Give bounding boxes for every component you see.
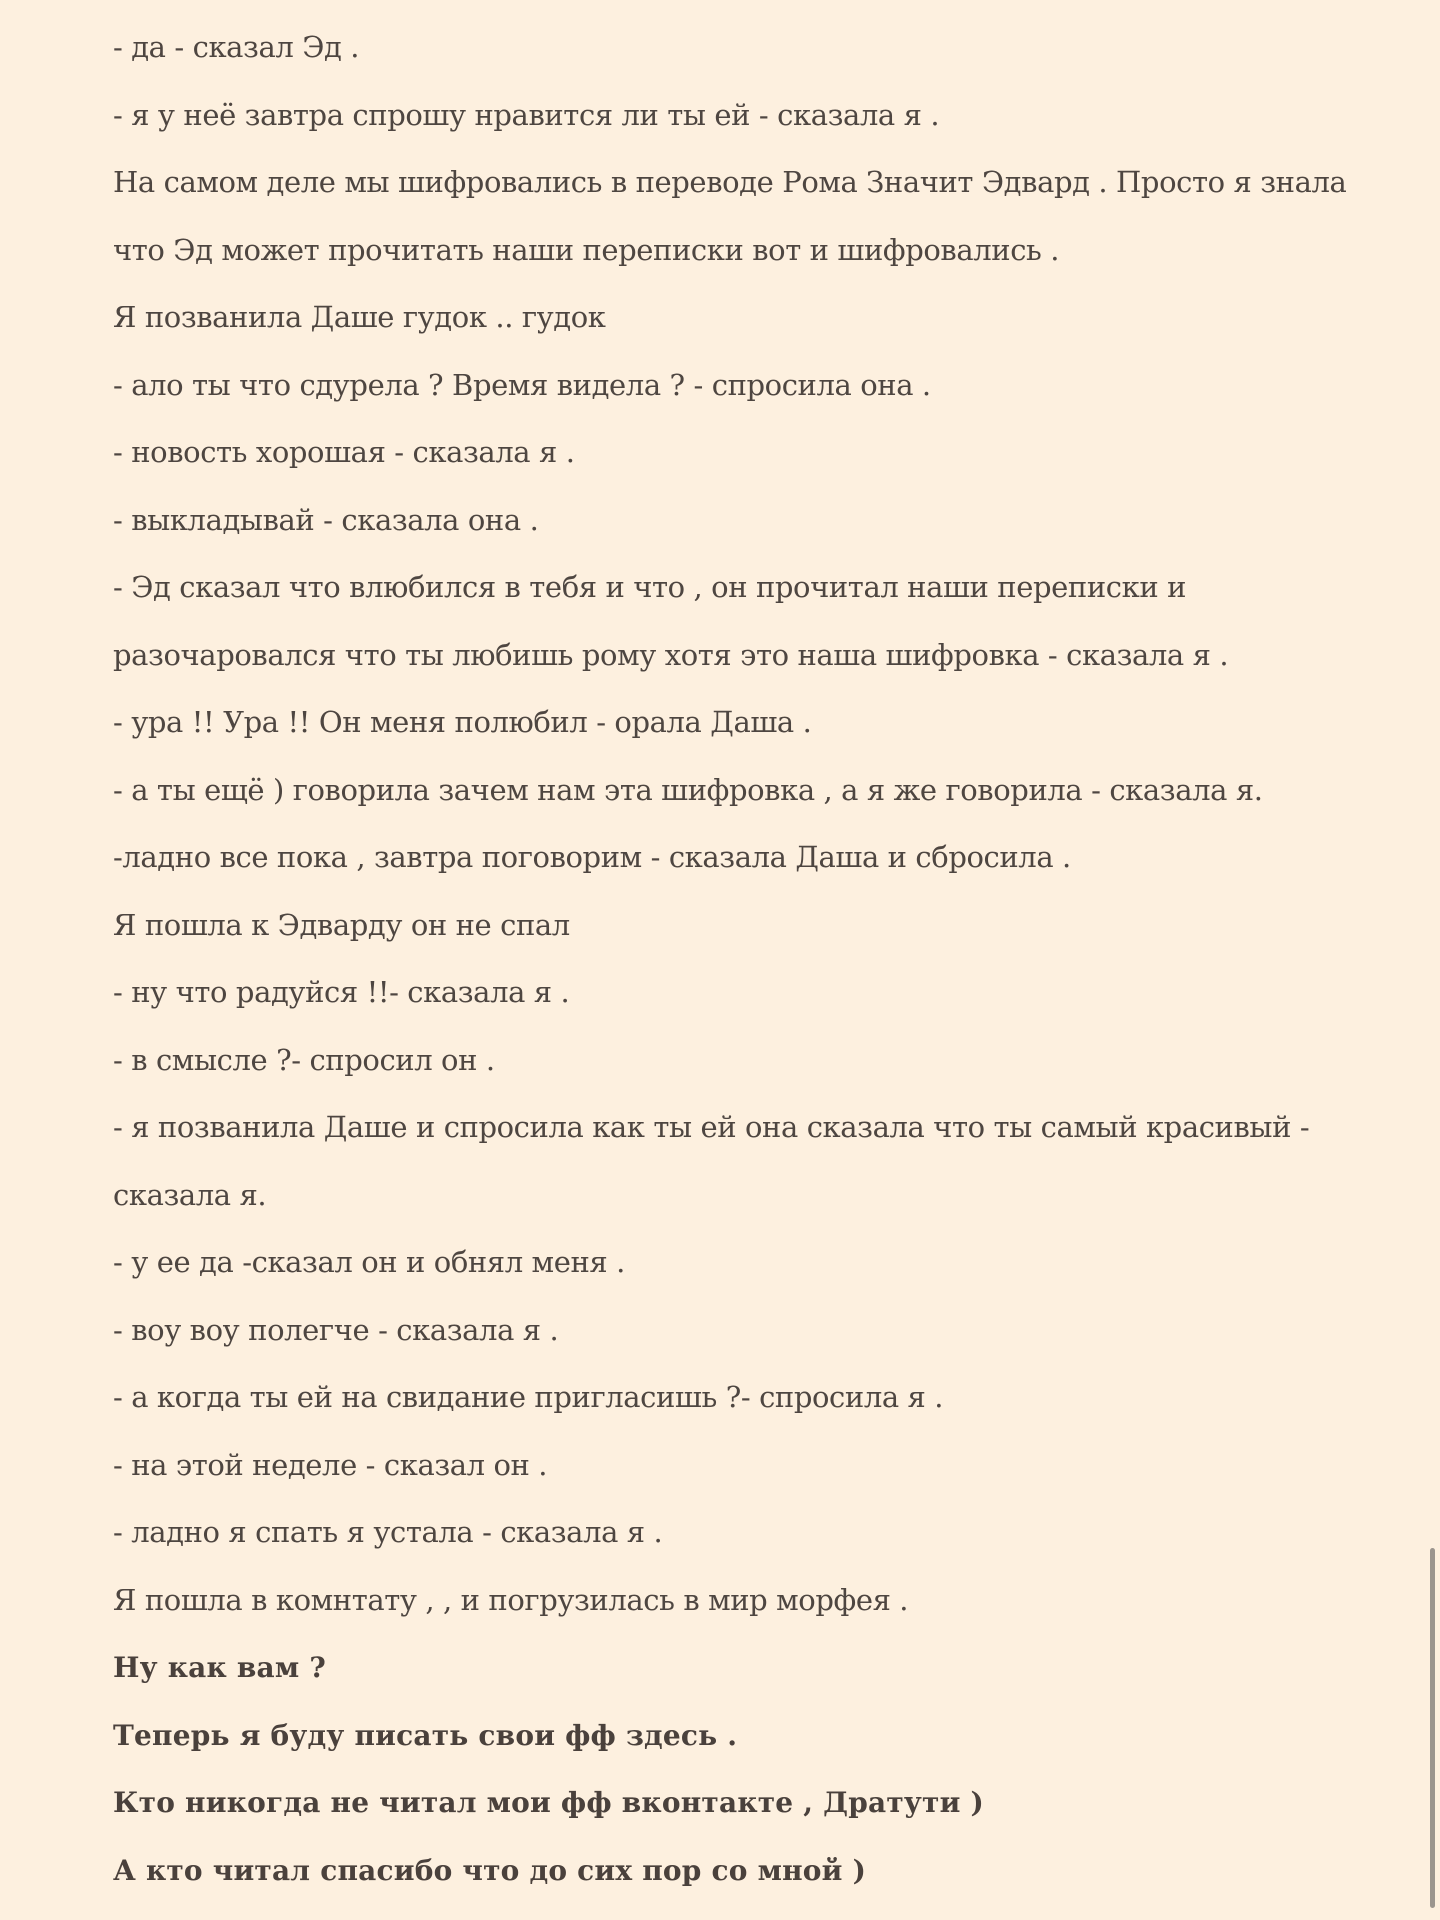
story-line: - ало ты что сдурела ? Время видела ? - спросила она . — [113, 367, 931, 402]
story-line: - новость хорошая - сказала я . — [113, 435, 575, 469]
story-line: - ну что радуйся !!- сказала я . — [113, 975, 570, 1009]
author-note-line: Теперь я буду писать свои фф здесь . — [113, 1718, 738, 1752]
story-line: - у ее да -сказал он и обнял меня . — [113, 1245, 625, 1279]
story-line: Я пошла в комнтату , , и погрузилась в мир морфея . — [113, 1582, 909, 1617]
story-line: - я позванила Даше и спросила как ты ей она сказала что ты самый красивый - — [113, 1110, 1310, 1144]
author-note-line: А кто читал спасибо что до сих пор со мной ) — [113, 1853, 867, 1887]
story-line: что Эд может прочитать наши переписки вот и шифровались . — [113, 232, 1060, 267]
story-line: Я пошла к Эдварду он не спал — [113, 907, 570, 942]
story-line: - воу воу полегче - сказала я . — [113, 1312, 559, 1347]
story-line: - на этой неделе - сказал он . — [113, 1447, 548, 1482]
story-line: На самом деле мы шифровались в переводе Рома Значит Эдвард . Просто я знала — [113, 165, 1347, 199]
scrollbar[interactable] — [1430, 1548, 1435, 1908]
story-line: - ура !! Ура !! Он меня полюбил - орала Даша . — [113, 705, 812, 739]
story-line: - выкладывай - сказала она . — [113, 502, 539, 537]
story-line: - я у неё завтра спрошу нравится ли ты ей - сказала я . — [113, 97, 940, 132]
story-line: - ладно я спать я устала - сказала я . — [113, 1515, 663, 1549]
story-line: сказала я. — [113, 1177, 267, 1212]
story-line: - а когда ты ей на свидание пригласишь ?- спросила я . — [113, 1380, 944, 1414]
story-line: - а ты ещё ) говорила зачем нам эта шифровка , а я же говорила - сказала я. — [113, 772, 1263, 807]
story-line: -ладно все пока , завтра поговорим - сказала Даша и сбросила . — [113, 840, 1071, 874]
story-line: разочаровался что ты любишь рому хотя это наша шифровка - сказала я . — [113, 637, 1229, 672]
story-line: Я позванила Даше гудок .. гудок — [113, 300, 606, 334]
story-line: - да - сказал Эд . — [113, 30, 360, 64]
story-line: - в смысле ?- спросил он . — [113, 1042, 495, 1077]
story-line: - Эд сказал что влюбился в тебя и что , он прочитал наши переписки и — [113, 570, 1187, 604]
author-note-line: Кто никогда не читал мои фф вконтакте , Дратути ) — [113, 1786, 984, 1819]
chapter-text — [113, 14, 1347, 1904]
author-note-line: Ну как вам ? — [113, 1651, 326, 1684]
